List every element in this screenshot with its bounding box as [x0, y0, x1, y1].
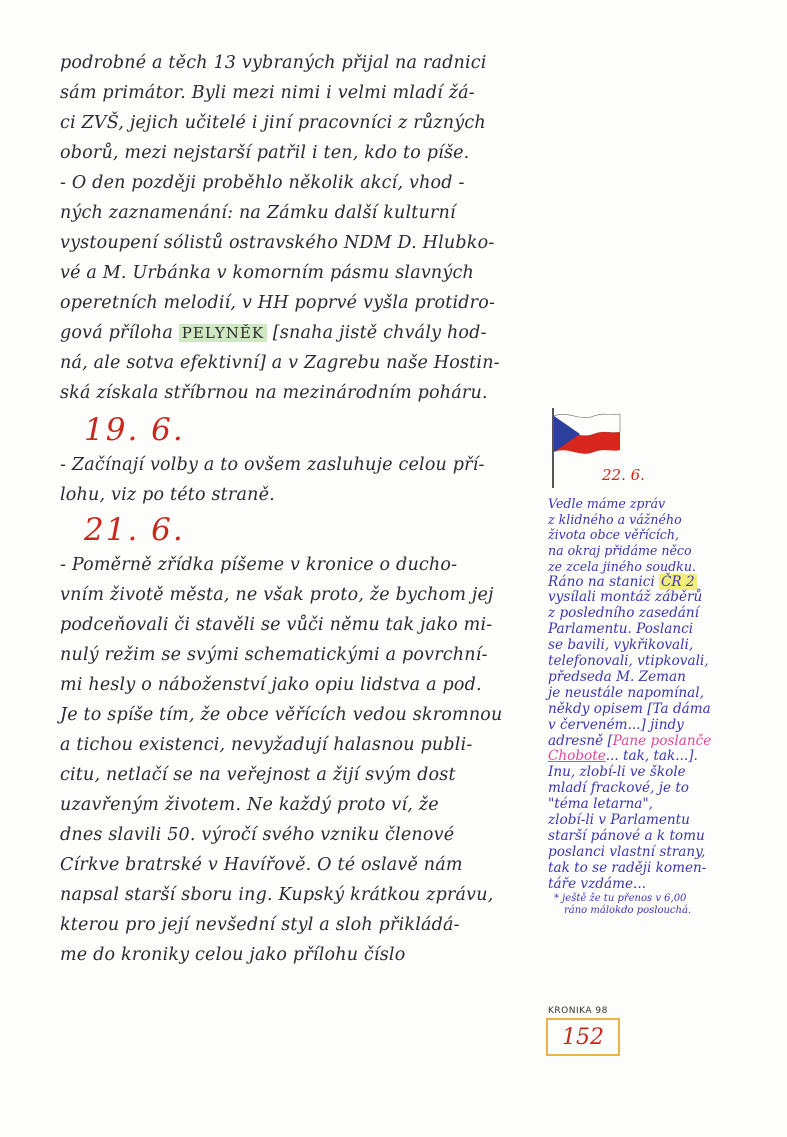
- main-column: [60, 48, 540, 970]
- paragraph-cirkev: [60, 550, 540, 970]
- text-line: vystoupení sólistů ostravského NDM D. Hlubko-: [60, 233, 495, 253]
- text-line: Je to spíše tím, že obce věřících vedou skromnou: [60, 705, 503, 725]
- text-fragment: ... tak, tak...].: [605, 748, 698, 765]
- text-fragment: gová příloha: [60, 323, 179, 343]
- side-line: telefonovali, vtipkovali,: [548, 653, 709, 670]
- side-line: Vedle máme zpráv: [548, 496, 666, 511]
- text-line: ných zaznamenání: na Zámku další kulturní: [60, 203, 456, 223]
- side-line: poslanci vlastní strany,: [548, 843, 706, 860]
- text-line: napsal starší sboru ing. Kupský krátkou zprávu,: [60, 885, 494, 905]
- text-line: podceňovali či stavěli se vůči němu tak jako mi-: [60, 615, 493, 635]
- text-line: lohu, viz po této straně.: [60, 485, 275, 505]
- side-line: vysílali montáž záběrů: [548, 589, 703, 606]
- side-line: z posledního zasedání: [548, 605, 699, 622]
- pink-quote: Chobote: [548, 748, 606, 765]
- side-line: předseda M. Zeman: [548, 668, 686, 685]
- side-line-pink: [548, 734, 784, 750]
- side-column: [548, 408, 784, 916]
- text-line: uzavřeným životem. Ne každý proto ví, že: [60, 795, 439, 815]
- side-date: 22. 6.: [602, 466, 645, 484]
- text-fragment: Ráno na stanici: [548, 573, 660, 590]
- pelynek-highlight: PELYNĚK: [179, 324, 267, 342]
- text-line: mi hesly o náboženství jako opiu lidstva a pod.: [60, 675, 482, 695]
- chronicle-label: KRONIKA 98: [548, 1006, 608, 1016]
- side-line-pink: [548, 749, 784, 765]
- side-line-cr2: [548, 575, 784, 591]
- page-number-box: [546, 1018, 620, 1056]
- side-line: starší pánové a k tomu: [548, 828, 705, 845]
- side-line: "téma letarna",: [548, 796, 653, 813]
- side-line: tak to se raději komen-: [548, 859, 707, 876]
- paragraph-primator: [60, 48, 540, 408]
- side-line: mladí frackové, je to: [548, 780, 689, 797]
- text-line: - Poměrně zřídka píšeme v kronice o ducho-: [60, 555, 458, 575]
- pink-quote: Pane poslanče: [612, 732, 712, 749]
- text-line: citu, netlačí se na veřejnost a žijí svým dost: [60, 765, 456, 785]
- text-line: podrobné a těch 13 vybraných přijal na radnici: [60, 53, 487, 73]
- text-line: ci ZVŠ, jejich učitelé i jiní pracovníci z různých: [60, 113, 486, 133]
- side-line: Parlamentu. Poslanci: [548, 621, 694, 638]
- side-line: se bavili, vykřikovali,: [548, 637, 694, 654]
- side-line: z klidného a vážného: [548, 511, 682, 527]
- date-heading-19-6: 19. 6.: [84, 412, 185, 448]
- text-fragment: [snaha jistě chvály hod-: [267, 323, 487, 343]
- text-line: a tichou existenci, nevyžadují halasnou publi-: [60, 735, 473, 755]
- side-line: života obce věřících,: [548, 527, 679, 543]
- side-line: zlobí-li v Parlamentu: [548, 812, 690, 829]
- side-line: v červeném...] jindy: [548, 716, 684, 733]
- text-line: Církve bratrské v Havířově. O té oslavě nám: [60, 855, 463, 875]
- text-line: ská získala stříbrnou na mezinárodním poháru.: [60, 383, 488, 403]
- text-line: dnes slavili 50. výročí svého vzniku členové: [60, 825, 455, 845]
- footnote-line: * ještě že tu přenos v 6,00: [554, 892, 687, 904]
- text-line-pelynek: [60, 318, 540, 348]
- text-line: operetních melodií, v HH poprvé vyšla protidro-: [60, 293, 496, 313]
- side-line: na okraj přidáme něco: [548, 543, 692, 559]
- side-line: ze zcela jiného soudku.: [548, 558, 696, 574]
- text-line: kterou pro její nevšední styl a sloh přikládá-: [60, 915, 460, 935]
- text-fragment: adresně [: [548, 732, 613, 749]
- text-line: vním životě města, ne však proto, že bychom jej: [60, 585, 494, 605]
- side-line: je neustále napomínal,: [548, 684, 704, 701]
- date-heading-21-6: 21. 6.: [84, 512, 185, 548]
- side-note: [548, 496, 784, 917]
- text-line: nulý režim se svými schematickými a povrchní-: [60, 645, 488, 665]
- text-line: - O den později proběhlo několik akcí, vhod -: [60, 173, 465, 193]
- side-line: táře vzdáme...: [548, 875, 646, 892]
- text-line: ná, ale sotva efektivní] a v Zagrebu naše Hostin-: [60, 353, 500, 373]
- cr2-highlight: ČR 2: [661, 573, 695, 590]
- text-line: oborů, mezi nejstarší patřil i ten, kdo to píše.: [60, 143, 470, 163]
- page-number: 152: [562, 1024, 604, 1050]
- text-line: sám primátor. Byli mezi nimi i velmi mladí žá-: [60, 83, 475, 103]
- side-line: někdy opisem [Ta dáma: [548, 700, 711, 717]
- text-line: me do kroniky celou jako přílohu číslo: [60, 945, 406, 965]
- text-line: - Začínají volby a to ovšem zasluhuje celou pří-: [60, 455, 485, 475]
- paragraph-volby: [60, 450, 540, 510]
- footnote-line: ráno málokdo poslouchá.: [564, 904, 692, 916]
- text-line: vé a M. Urbánka v komorním pásmu slavných: [60, 263, 474, 283]
- side-line: Inu, zlobí-li ve škole: [548, 764, 686, 781]
